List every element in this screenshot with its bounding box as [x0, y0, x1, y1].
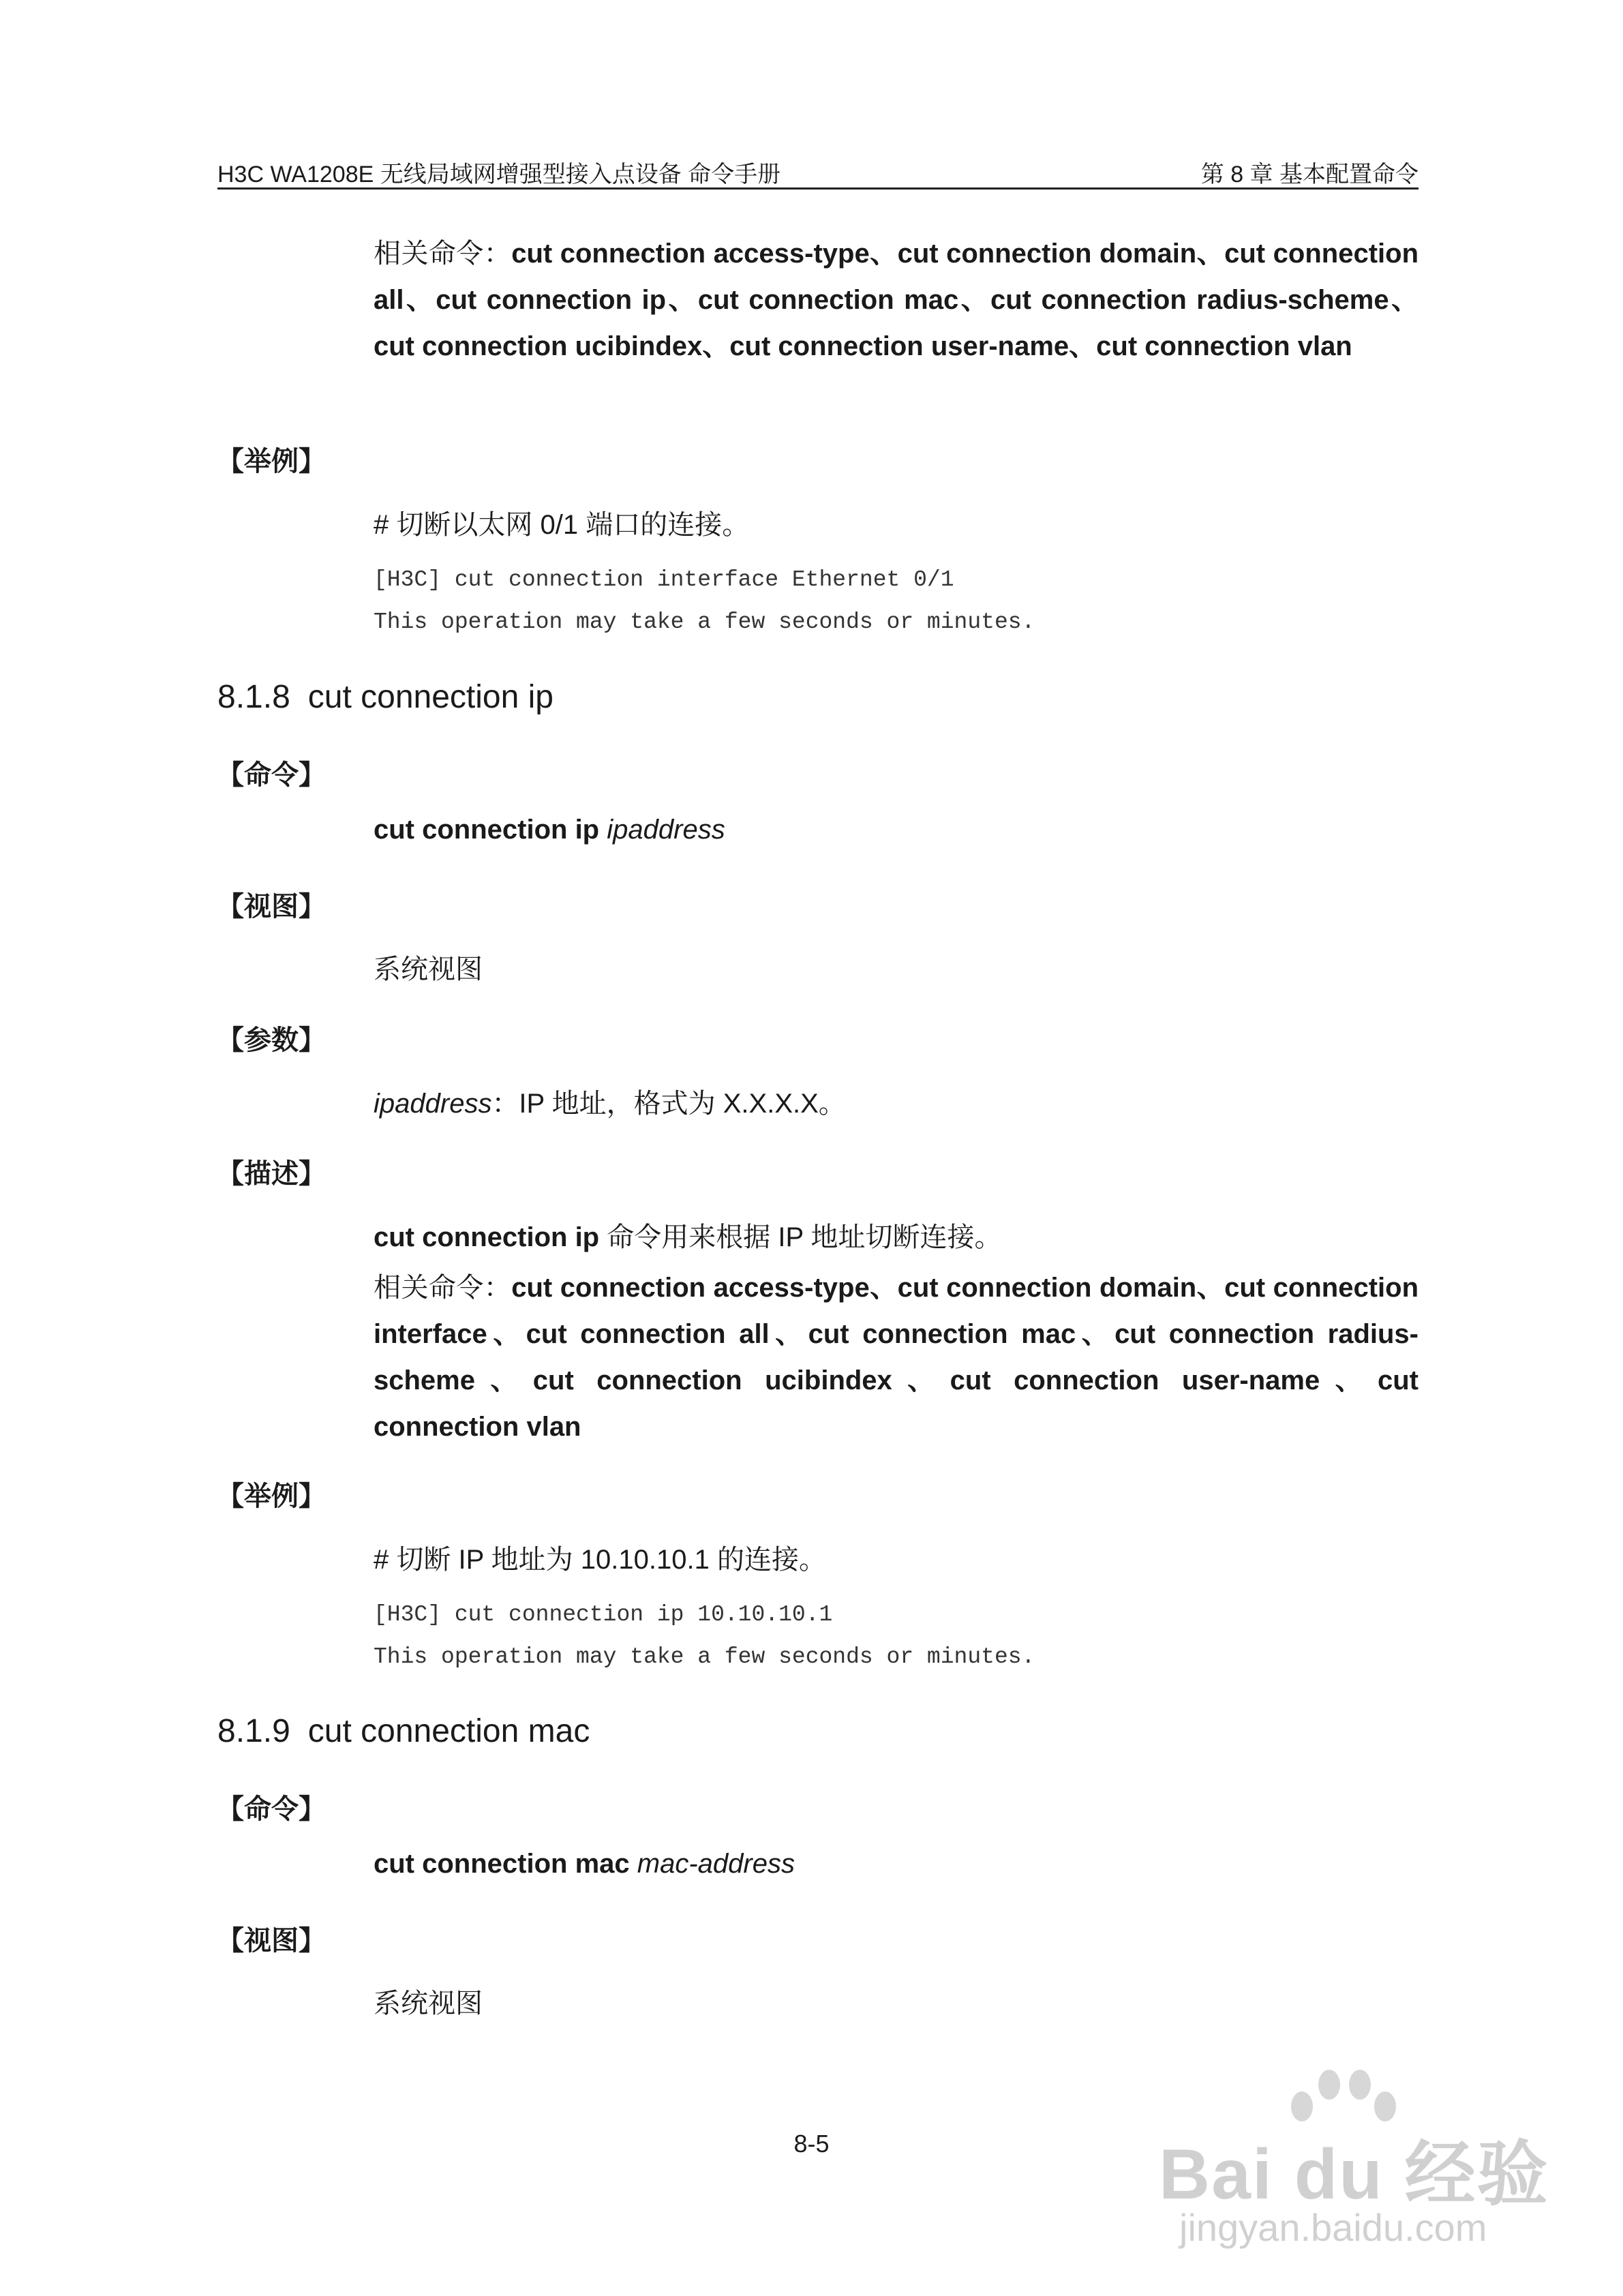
header-title: H3C WA1208E 无线局域网增强型接入点设备 命令手册 — [217, 162, 781, 187]
command-keyword: cut connection ip — [374, 815, 600, 845]
related-commands-1 — [374, 230, 1419, 369]
section-title: cut connection mac — [307, 1713, 590, 1749]
section-number: 8.1.8 — [217, 679, 290, 715]
section-heading-mac — [217, 1712, 590, 1750]
header-chapter: 第 8 章 基本配置命令 — [1200, 162, 1419, 187]
command-label: 【命令】 — [217, 760, 326, 790]
header-divider — [217, 187, 1419, 190]
parameter-text: ：IP 地址，格式为 X.X.X.X。 — [491, 1089, 846, 1119]
parameter-name: ipaddress — [374, 1089, 492, 1119]
related-command-list: cut connection access-type、cut connection domain、cut connection all、cut connection ip、cut connection mac、cut connection radius-scheme、cut connection ucibindex、cut connection user-name、cut connection vlan — [374, 239, 1419, 361]
parameter-description — [374, 1082, 846, 1121]
baidu-watermark — [1159, 2059, 1554, 2263]
code-line: [H3C] cut connection ip 10.10.10.1 — [374, 1602, 833, 1627]
watermark-url: jingyan.baidu.com — [1179, 2206, 1487, 2249]
command-syntax-mac — [374, 1849, 795, 1879]
related-commands-2 — [374, 1265, 1419, 1450]
code-line: This operation may take a few seconds or minutes. — [374, 609, 1035, 635]
code-line: [H3C] cut connection interface Ethernet 0/1 — [374, 567, 954, 592]
command-parameter: mac-address — [637, 1849, 795, 1879]
section-heading-ip — [217, 678, 553, 716]
example-description-2: # 切断 IP 地址为 10.10.10.1 的连接。 — [374, 1545, 826, 1575]
view-label: 【视图】 — [217, 1926, 326, 1956]
page-number: 8-5 — [793, 2130, 830, 2158]
section-title: cut connection ip — [307, 679, 553, 715]
command-parameter: ipaddress — [607, 815, 725, 845]
command-keyword: cut connection mac — [374, 1849, 630, 1879]
view-value: 系统视图 — [374, 1989, 483, 2019]
example-label-2: 【举例】 — [217, 1481, 326, 1511]
code-line: This operation may take a few seconds or minutes. — [374, 1644, 1035, 1670]
watermark-logo: Bai du 经验 — [1159, 2135, 1549, 2214]
command-label: 【命令】 — [217, 1794, 326, 1824]
related-prefix: 相关命令： — [374, 239, 512, 269]
description-command: cut connection ip — [374, 1222, 600, 1252]
description-label: 【描述】 — [217, 1159, 326, 1189]
description-body: 命令用来根据 IP 地址切断连接。 — [599, 1222, 1002, 1252]
related-prefix: 相关命令： — [374, 1273, 512, 1303]
parameter-label: 【参数】 — [217, 1025, 326, 1055]
section-number: 8.1.9 — [217, 1713, 290, 1749]
related-command-list: cut connection access-type、cut connection domain、cut connection interface、cut connection all、cut connection mac、cut connection radius-scheme、cut connection ucibindex、cut connection user-name、cut connection vlan — [374, 1273, 1419, 1442]
view-value: 系统视图 — [374, 954, 483, 984]
example-description-1: # 切断以太网 0/1 端口的连接。 — [374, 510, 750, 540]
example-label-1: 【举例】 — [217, 447, 326, 477]
view-label: 【视图】 — [217, 892, 326, 922]
command-syntax-ip — [374, 815, 725, 845]
description-text — [374, 1215, 1002, 1254]
